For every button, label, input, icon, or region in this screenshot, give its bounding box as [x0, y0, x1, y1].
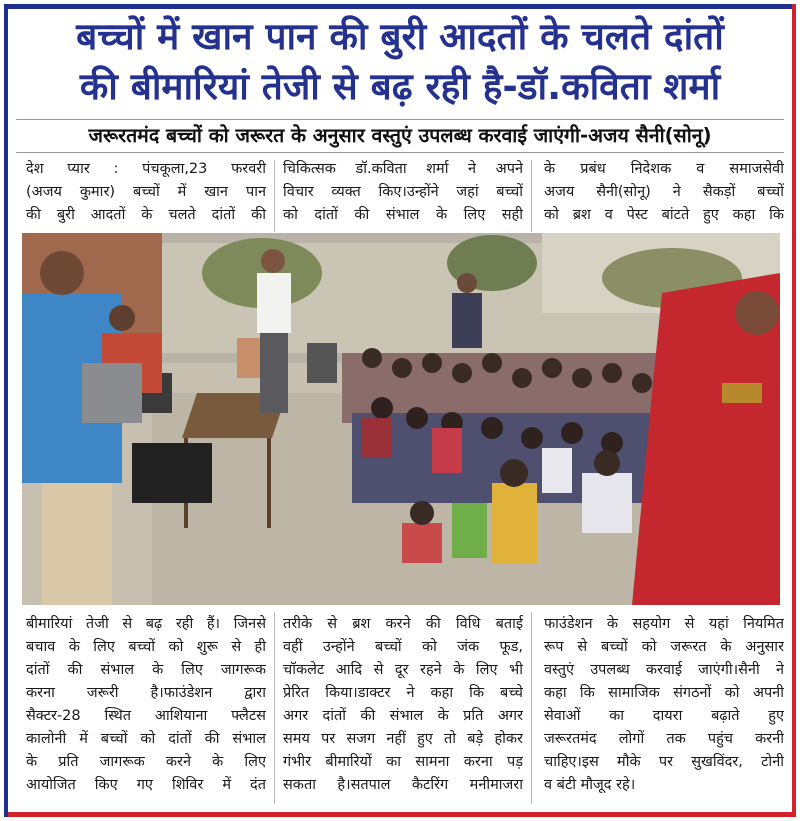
text-line: को दांतों की संभाल के लिए सही [283, 207, 523, 223]
text-line: (अजय कुमार) बच्चों में खान पान [26, 184, 266, 200]
text-line: समय पर सजग नहीं हुए तो बड़े होकर [283, 731, 523, 747]
text-line: सकता है।सतपाल कैटरिंग मनीमाजरा [283, 777, 523, 793]
text-line: बचाव के लिए बच्चों को शुरू से ही [26, 639, 266, 655]
text-line: के प्रति जागरूक करने के लिए [26, 754, 266, 770]
article-top-column-1 [26, 158, 266, 227]
text-line: करना जरूरी है।फाउंडेशन द्वारा [26, 685, 266, 701]
event-photo-illustration [22, 233, 780, 605]
text-line: रूप से बच्चों को जरूरत के अनुसार [544, 639, 784, 655]
right-border [792, 4, 796, 817]
text-line: वस्तुएं उपलब्ध करवाई जाएंगी।सैनी ने [544, 662, 784, 678]
text-line: प्रेरित किया।डाक्टर ने कहा कि बच्चे [283, 685, 523, 701]
text-line: देश प्यार : पंचकूला,23 फरवरी [26, 161, 266, 177]
text-line: फाउंडेशन के सहयोग से यहां नियमित [544, 616, 784, 632]
text-line: जरूरतमंद लोगों तक पहुंच करनी [544, 731, 784, 747]
text-line: को ब्रश व पेस्ट बांटते हुए कहा कि [544, 207, 784, 223]
left-border [4, 4, 8, 817]
text-line: अगर दांतों की संभाल के प्रति अगर [283, 708, 523, 724]
text-line: सैक्टर-28 स्थित आशियाना फ्लैटस [26, 708, 266, 724]
text-line: सेवाओं का दायरा बढ़ाते हुए [544, 708, 784, 724]
event-photo [22, 233, 780, 605]
article-top-column-2 [283, 158, 523, 227]
text-line: दांतों की संभाल के लिए जागरूक [26, 662, 266, 678]
column-divider [274, 612, 275, 804]
column-divider [531, 160, 532, 232]
article-bottom-column-3 [544, 613, 784, 797]
text-line: विचार व्यक्त किए।उन्होंने जहां बच्चों [283, 184, 523, 200]
text-line: वहीं उन्होंने बच्चों को जंक फूड, [283, 639, 523, 655]
subheadline: जरूरतमंद बच्चों को जरूरत के अनुसार वस्तुएं उपलब्ध करवाई जाएंगी-अजय सैनी(सोनू) [88, 124, 712, 147]
text-line: कहा कि सामाजिक संगठनों को अपनी [544, 685, 784, 701]
text-line: के प्रबंध निदेशक व समाजसेवी [544, 161, 784, 177]
article-top-column-3 [544, 158, 784, 227]
text-line: आयोजित किए गए शिविर में दंत [26, 777, 266, 793]
article-bottom-column-2 [283, 613, 523, 797]
headline-line-1: बच्चों में खान पान की बुरी आदतों के चलते दांतों [76, 15, 724, 58]
text-line: चिकित्सक डॉ.कविता शर्मा ने अपने [283, 161, 523, 177]
headline-rule [16, 119, 784, 120]
column-divider [531, 612, 532, 804]
article-bottom-column-1 [26, 613, 266, 797]
headline [16, 12, 784, 112]
text-line: अजय सैनी(सोनू) ने सैकड़ों बच्चों [544, 184, 784, 200]
text-line: की बुरी आदतों के चलते दांतों की [26, 207, 266, 223]
headline-line-2: की बीमारियां तेजी से बढ़ रही है-डॉ.कविता शर्मा [79, 65, 721, 108]
text-line: गंभीर बीमारियों का सामना करना पड़ [283, 754, 523, 770]
text-line: तरीके से ब्रश करने की विधि बताई [283, 616, 523, 632]
text-line: व बंटी मौजूद रहे। [544, 777, 636, 793]
text-line: बीमारियां तेजी से बढ़ रही हैं। जिनसे [26, 616, 266, 632]
subhead-rule [16, 152, 784, 153]
text-line: चाहिए।इस मौके पर सुखविंदर, टोनी [544, 754, 784, 770]
text-line: कालोनी में बच्चों को दांतों की संभाल [26, 731, 266, 747]
column-divider [274, 160, 275, 232]
text-line: चॉकलेट आदि से दूर रहने के लिए भी [283, 662, 523, 678]
